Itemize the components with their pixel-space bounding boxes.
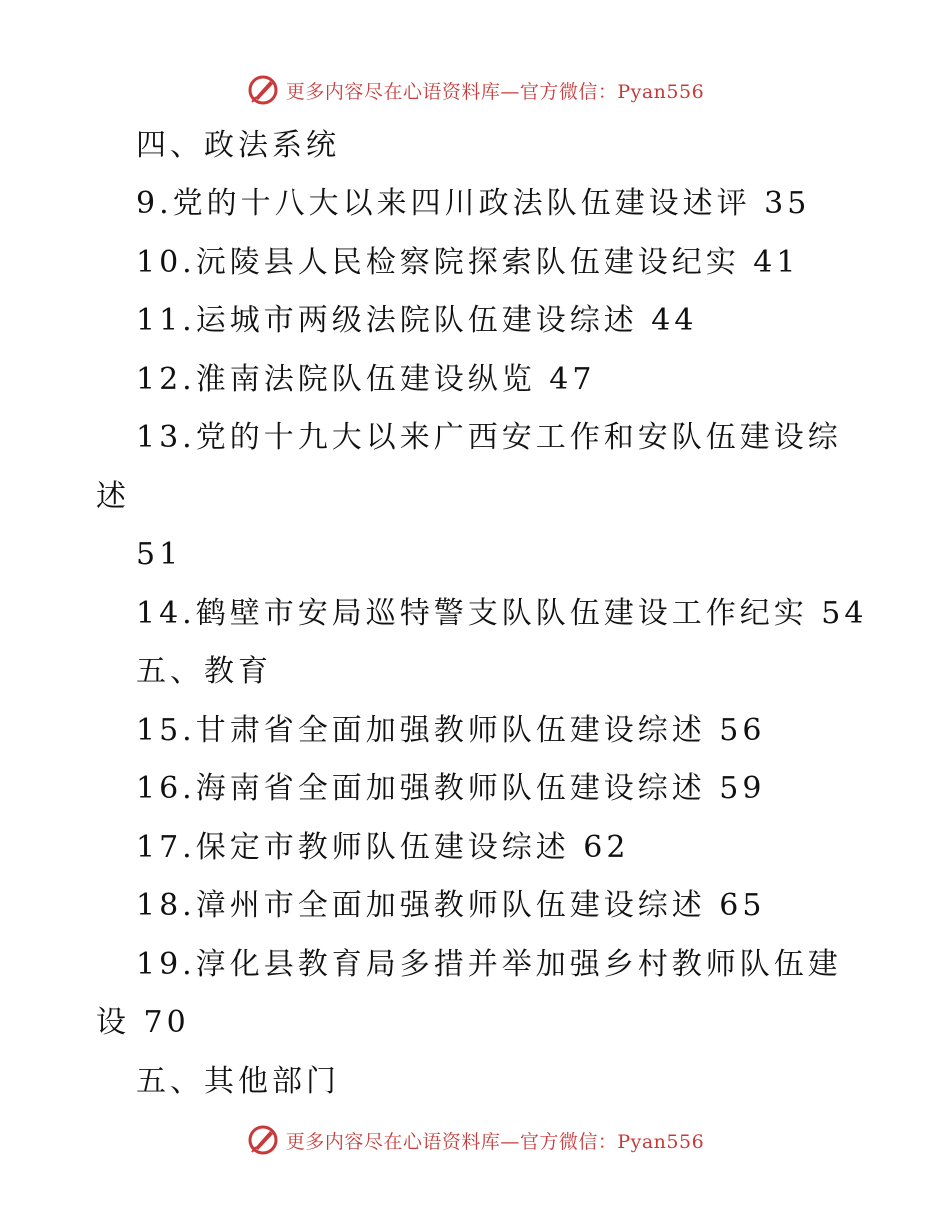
toc-entry: 19.淳化县教育局多措并举加强乡村教师队伍建 xyxy=(136,947,842,982)
footer-watermark xyxy=(0,1120,950,1160)
toc-entry-continuation: 述 xyxy=(96,479,130,514)
toc-entry: 9.党的十八大以来四川政法队伍建设述评 35 xyxy=(136,186,811,221)
toc-entry: 18.漳州市全面加强教师队伍建设综述 65 xyxy=(136,888,766,923)
watermark-text: 更多内容尽在心语资料库—官方微信：Pyan556 xyxy=(285,1130,705,1153)
section-heading: 四、政法系统 xyxy=(136,128,340,163)
toc-entry: 14.鹤壁市安局巡特警支队队伍建设工作纪实 54 xyxy=(136,596,868,631)
toc-entry-page-number: 51 xyxy=(136,537,183,572)
toc-entry: 11.运城市两级法院队伍建设综述 44 xyxy=(136,303,698,338)
toc-entry: 10.沅陵县人民检察院探索队伍建设纪实 41 xyxy=(136,245,800,280)
section-heading: 五、其他部门 xyxy=(136,1064,340,1099)
section-heading: 五、教育 xyxy=(136,654,272,689)
toc-entry-continuation: 设 70 xyxy=(96,1005,190,1040)
toc-entry: 12.淮南法院队伍建设纵览 47 xyxy=(136,362,596,397)
quill-circle-logo-icon xyxy=(246,73,280,107)
toc-entry: 16.海南省全面加强教师队伍建设综述 59 xyxy=(136,771,766,806)
toc-entry: 17.保定市教师队伍建设综述 62 xyxy=(136,830,630,865)
toc-entry: 15.甘肃省全面加强教师队伍建设综述 56 xyxy=(136,713,766,748)
quill-circle-logo-icon xyxy=(246,1123,280,1157)
toc-entry: 13.党的十九大以来广西安工作和安队伍建设综 xyxy=(136,420,842,455)
watermark-text: 更多内容尽在心语资料库—官方微信：Pyan556 xyxy=(285,80,705,103)
header-watermark xyxy=(0,70,950,110)
